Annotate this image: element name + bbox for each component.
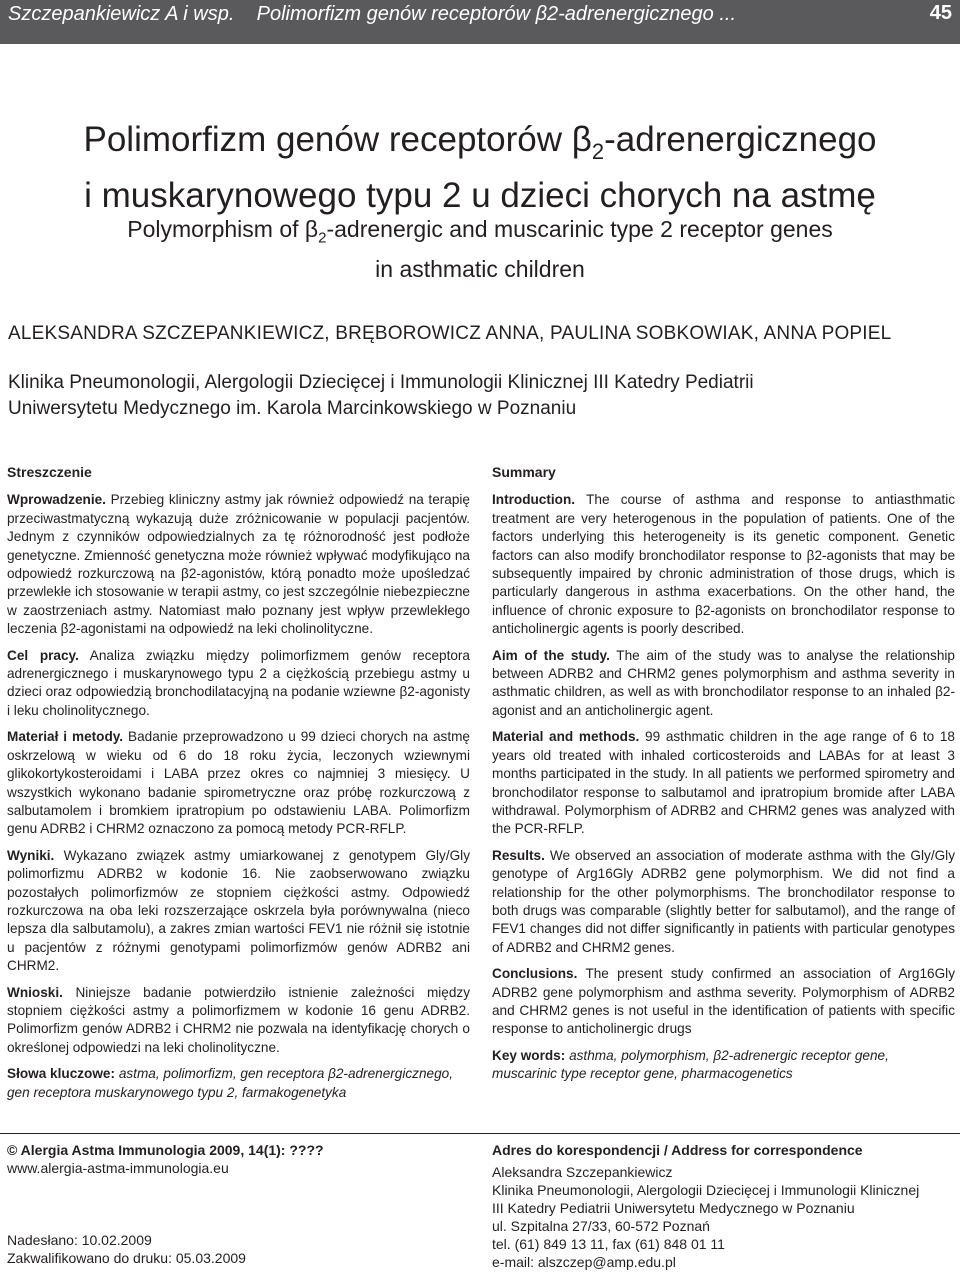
affiliation-line2: Uniwersytetu Medycznego im. Karola Marcinkowskiego w Poznaniu <box>8 398 577 419</box>
abstract-en-intro <box>492 491 955 638</box>
correspondence-institution-2: III Katedry Pediatrii Uniwersytetu Medycznego w Poznaniu <box>492 1200 855 1216</box>
author-list: ALEKSANDRA SZCZEPANKIEWICZ, BRĘBOROWICZ ANNA, PAULINA SOBKOWIAK, ANNA POPIEL <box>8 323 892 344</box>
section-label: Wnioski. <box>7 984 63 1000</box>
title-pl-line1-a: Polimorfizm genów receptorów β <box>83 120 592 159</box>
abstract-pl-results <box>7 847 470 976</box>
section-label: Aim of the study. <box>492 647 610 663</box>
section-text: We observed an association of moderate asthma with the Gly/Gly genotype of Arg16Gly ADRB2 gene polymorphism. We did not find a relationship for the other polymorphisms. The bronchodilator response to both drugs was comparable (slightly better for salbutamol), and the range of FEV1 changes did not differ significantly in patients with particular genotypes of ADRB2 and CHRM2 genes. <box>492 847 955 955</box>
section-text: Niniejsze badanie potwierdziło istnienie zależności między stopniem ciężkości astmy a polimorfizmem w kodonie 16 genu ADRB2. Polimorfizm genów ADRB2 i CHRM2 nie pozwala na identyfikację chorych o określonej odpowiedzi na leki cholinolityczne. <box>7 984 470 1055</box>
section-label: Wprowadzenie. <box>7 492 106 508</box>
correspondence-name: Aleksandra Szczepankiewicz <box>492 1164 673 1180</box>
abstract-en-methods <box>492 728 955 838</box>
page-number: 45 <box>929 2 952 24</box>
abstract-pl-methods <box>7 728 470 838</box>
correspondence-institution-1: Klinika Pneumonologii, Alergologii Dziecięcej i Immunologii Klinicznej <box>492 1182 920 1198</box>
keywords-text: astma, polimorfizm, gen receptora β2-adrenergicznego, gen receptora muskarynowego typu 2, farmakogenetyka <box>7 1066 453 1100</box>
abstract-en-results <box>492 847 955 957</box>
correspondence-address <box>492 1141 957 1271</box>
running-head-text: Szczepankiewicz A i wsp. Polimorfizm genów receptorów β2-adrenergicznego ... <box>8 3 737 25</box>
title-en-line1-b: -adrenergic and muscarinic type 2 receptor genes <box>326 216 833 242</box>
journal-info <box>7 1141 467 1267</box>
section-label: Material and methods. <box>492 729 640 745</box>
section-label: Cel pracy. <box>7 647 79 663</box>
title-pl-line2: i muskarynowego typu 2 u dzieci chorych na astmę <box>84 176 876 215</box>
accepted-date: Zakwalifikowano do druku: 05.03.2009 <box>7 1250 246 1266</box>
section-label: Introduction. <box>492 492 576 508</box>
affiliation <box>8 370 948 422</box>
section-text: Wykazano związek astmy umiarkowanej z genotypem Gly/Gly polimorfizmu ADRB2 w kodonie 16. Nie zaobserwowano związku pozostałych polimorfizmów ze stopniem ciężkości astmy. Odpowiedź rozkurczowa na oba leki rozszerzające oskrzela była porównywalna (nieco lepsza dla salbutamolu), a zakres zmian wartości FEV1 nie różnił się istotnie u pacjentów z różnymi genotypami polimorfizmów genów ADRB2 ani CHRM2. <box>7 847 470 974</box>
section-label: Results. <box>492 847 545 863</box>
section-label: Conclusions. <box>492 966 578 982</box>
section-text: Przebieg kliniczny astmy jak również odpowiedź na terapię przeciwastmatyczną wykazują duże zróżnicowanie w populacji pacjentów. Jednym z czynników odpowiedzialnych za tę różnorodność jest podłoże genetyczne. Zmienność genetyczna może również wpływać modyfikująco na odpowiedź rozkurczową na β2-agonistów, którą ponadto może upośledzać przewlekłe ich stosowanie w terapii astmy, co jest szczególnie niebezpieczne w zaostrzeniach astmy. Natomiast mało poznany jest wpływ przewlekłego leczenia β2-agonistami na odpowiedź na leki cholinolityczne. <box>7 492 470 637</box>
section-text: Analiza związku między polimorfizmem genów receptora adrenergicznego i muskarynowego typu 2 a ciężkością przebiegu astmy u dzieci oraz odpowiedzią bronchodilatacyjną na podanie wziewne β2-agonisty i leku cholinolitycznego. <box>7 647 470 718</box>
title-en-line1-a: Polymorphism of β <box>127 216 319 242</box>
title-en-line2: in asthmatic children <box>375 255 585 282</box>
article-title-polish <box>0 118 960 218</box>
section-text: The present study confirmed an association of Arg16Gly ADRB2 gene polymorphism and asthma severity. Polymorphism of ADRB2 and CHRM2 genes is not useful in the identification of patients with specific response to anticholinergic drugs <box>492 966 955 1037</box>
abstract-pl-heading: Streszczenie <box>7 464 92 480</box>
abstract-en-aim <box>492 647 955 721</box>
correspondence-email[interactable]: e-mail: alszczep@amp.edu.pl <box>492 1254 676 1270</box>
article-title-english <box>0 214 960 285</box>
keywords-label: Słowa kluczowe: <box>7 1066 116 1082</box>
abstract-en-conclusions <box>492 965 955 1039</box>
footer-divider <box>0 1133 960 1134</box>
title-en-subscript: 2 <box>318 229 327 247</box>
keywords-text: asthma, polymorphism, β2-adrenergic receptor gene, muscarinic type receptor gene, pharmacogenetics <box>492 1047 889 1082</box>
section-label: Wyniki. <box>7 847 55 863</box>
title-pl-line1-b: -adrenergicznego <box>604 120 877 159</box>
section-text: Badanie przeprowadzono u 99 dzieci chorych na astmę oskrzelową w wieku od 6 do 18 roku życia, leczonych wziewnymi glikokortykosteroidami i LABA przez okres co najmniej 3 miesięcy. U wszystkich wykonano badanie spirometryczne oraz próbę rozkurczową z salbutamolem i bromkiem ipratropium po odstawieniu LABA. Polimorfizm genu ADRB2 i CHRM2 oznaczono za pomocą metody PCR-RFLP. <box>7 729 470 837</box>
journal-citation: © Alergia Astma Immunologia 2009, 14(1): ???? <box>7 1142 324 1158</box>
abstract-polish <box>7 463 470 1110</box>
abstract-pl-keywords <box>7 1065 470 1102</box>
running-header <box>0 0 960 44</box>
received-date: Nadesłano: 10.02.2009 <box>7 1232 152 1248</box>
abstract-english <box>492 463 955 1092</box>
abstract-en-keywords <box>492 1047 955 1084</box>
title-pl-subscript: 2 <box>591 139 605 164</box>
correspondence-heading: Adres do korespondencji / Address for correspondence <box>492 1142 863 1158</box>
abstract-en-heading: Summary <box>492 464 556 480</box>
section-text: The course of asthma and response to antiasthmatic treatment are very heterogenous in the population of patients. One of the factors underlying this heterogeneity is its genetic component. Genetic factors can also modify bronchodilator response to β2-agonists that may be subsequently impaired by chronic administration of those drugs, which is particularly dangerous in asthma exacerbations. On the other hand, the influence of chronic exposure to β2-agonists on bronchodilator response to anticholinergic agents is poorly described. <box>492 492 956 637</box>
abstract-pl-intro <box>7 491 470 638</box>
correspondence-phone: tel. (61) 849 13 11, fax (61) 848 01 11 <box>492 1236 725 1252</box>
correspondence-street: ul. Szpitalna 27/33, 60-572 Poznań <box>492 1218 710 1234</box>
keywords-label: Key words: <box>492 1047 566 1063</box>
abstract-pl-conclusions <box>7 984 470 1058</box>
spacer <box>7 1177 467 1231</box>
section-text: The aim of the study was to analyse the relationship between ADRB2 and CHRM2 genes polymorphism and asthma severity in asthmatic children, as well as with bronchodilator response to an inhaled β2-agonist and an anticholinergic agent. <box>492 647 955 718</box>
affiliation-line1: Klinika Pneumonologii, Alergologii Dziecięcej i Immunologii Klinicznej III Katedry Pediatrii <box>8 372 754 393</box>
section-text: 99 asthmatic children in the age range of 6 to 18 years old treated with inhaled corticosteroids and LABAs for at least 3 months participated in the study. In all patients we performed spirometry and bronchodilator response to salbutamol and ipratropium bromide after LABA withdrawal. Polymorphism of ADRB2 and CHRM2 genes was analyzed with the PCR-RFLP. <box>492 729 955 837</box>
abstract-pl-aim <box>7 647 470 721</box>
journal-url[interactable]: www.alergia-astma-immunologia.eu <box>7 1160 229 1176</box>
section-label: Materiał i metody. <box>7 729 124 745</box>
